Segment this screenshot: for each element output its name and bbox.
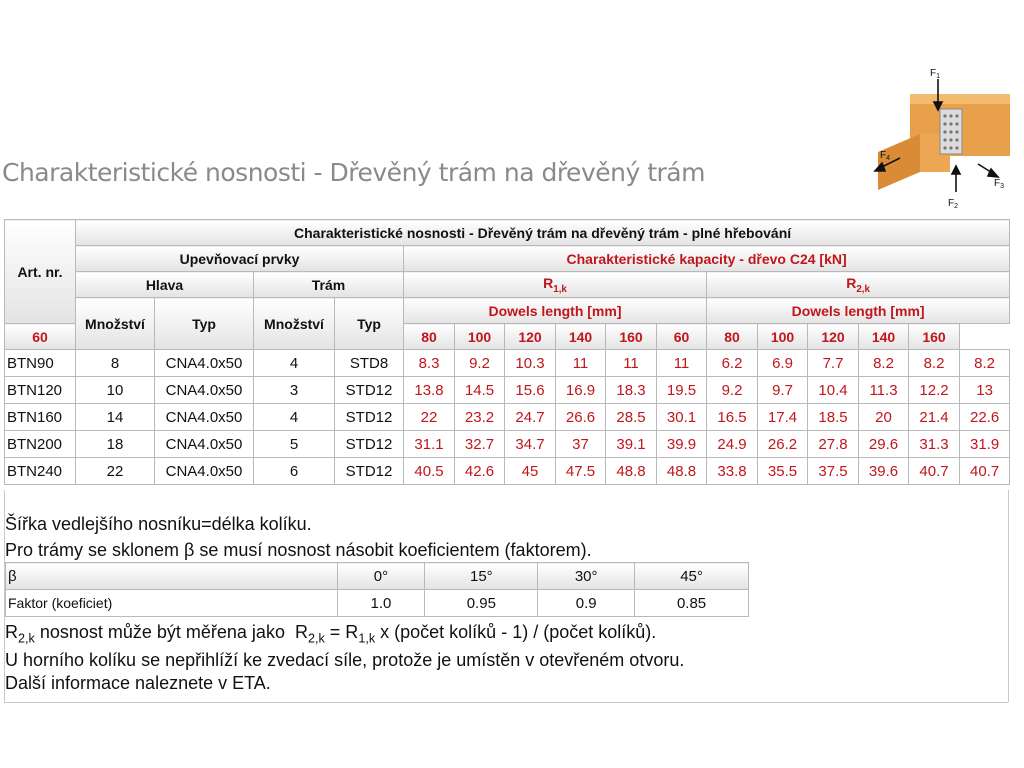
r1k-value-cell: 22 <box>404 404 455 431</box>
r1k-value-cell: 13.8 <box>404 377 455 404</box>
tram-qty-cell: 5 <box>254 431 335 458</box>
r1k-value-cell: 14.5 <box>455 377 505 404</box>
r2k-value-cell: 17.4 <box>758 404 808 431</box>
length-header-r1-120: 120 <box>505 324 556 350</box>
force-label-f1: $F_1$ <box>930 68 941 80</box>
r1k-value-cell: 11 <box>657 350 707 377</box>
hlava-typ-cell: CNA4.0x50 <box>155 458 254 485</box>
r1k-value-cell: 30.1 <box>657 404 707 431</box>
capacity-table <box>4 219 1010 485</box>
beta-angle-cell: 0° <box>337 563 425 590</box>
table-row <box>5 431 1010 458</box>
force-label-f4: $F_4$ <box>880 150 891 162</box>
r2k-value-cell: 35.5 <box>758 458 808 485</box>
header-dowels-r2: Dowels length [mm] <box>707 298 1010 324</box>
r2k-value-cell: 31.9 <box>960 431 1010 458</box>
tram-typ-cell: STD12 <box>335 404 404 431</box>
note-slope: Pro trámy se sklonem β se musí nosnost násobit koeficientem (faktorem). <box>5 540 592 560</box>
r2k-value-cell: 16.5 <box>707 404 758 431</box>
r1k-value-cell: 8.3 <box>404 350 455 377</box>
r1k-value-cell: 10.3 <box>505 350 556 377</box>
header-dowels-r1: Dowels length [mm] <box>404 298 707 324</box>
r1k-value-cell: 34.7 <box>505 431 556 458</box>
length-header-r1-80: 80 <box>404 324 455 350</box>
r1k-value-cell: 45 <box>505 458 556 485</box>
r1k-value-cell: 23.2 <box>455 404 505 431</box>
r1k-value-cell: 37 <box>556 431 606 458</box>
r2k-value-cell: 6.9 <box>758 350 808 377</box>
r2k-value-cell: 40.7 <box>960 458 1010 485</box>
r2k-value-cell: 10.4 <box>808 377 859 404</box>
r2k-value-cell: 37.5 <box>808 458 859 485</box>
tram-typ-cell: STD12 <box>335 377 404 404</box>
tram-qty-cell: 6 <box>254 458 335 485</box>
art-nr-cell: BTN160 <box>5 404 76 431</box>
art-nr-cell: BTN120 <box>5 377 76 404</box>
length-header-r1-160: 160 <box>606 324 657 350</box>
r1k-value-cell: 11 <box>606 350 657 377</box>
force-label-f3: $F_3$ <box>994 178 1005 190</box>
r2k-value-cell: 31.3 <box>909 431 960 458</box>
tram-typ-cell: STD12 <box>335 431 404 458</box>
r2k-value-cell: 29.6 <box>859 431 909 458</box>
tram-qty-cell: 3 <box>254 377 335 404</box>
hlava-typ-cell: CNA4.0x50 <box>155 377 254 404</box>
length-header-r2-140: 140 <box>859 324 909 350</box>
hlava-typ-cell: CNA4.0x50 <box>155 404 254 431</box>
force-label-f2: $F_2$ <box>948 198 959 210</box>
r1k-value-cell: 47.5 <box>556 458 606 485</box>
r1k-value-cell: 42.6 <box>455 458 505 485</box>
header-hlava-typ: Typ <box>155 298 254 350</box>
length-header-r2-100: 100 <box>758 324 808 350</box>
r1k-value-cell: 18.3 <box>606 377 657 404</box>
factor-value-cell: 1.0 <box>337 590 425 617</box>
r2k-value-cell: 40.7 <box>909 458 960 485</box>
hlava-typ-cell: CNA4.0x50 <box>155 350 254 377</box>
r1k-value-cell: 48.8 <box>657 458 707 485</box>
factor-value-cell: 0.85 <box>635 590 749 617</box>
header-r1k: $R_{1,k}$ <box>404 272 707 298</box>
tram-typ-cell: STD8 <box>335 350 404 377</box>
beta-factor-table <box>5 562 749 617</box>
note-formula: $R_{2,k}$ nosnost může být měřena jako $R_{2,k} = R_{1,k}$ x (počet kolíků - 1) / (počet kolíků). <box>5 622 657 646</box>
r2k-value-cell: 13 <box>960 377 1010 404</box>
page-title: Charakteristické nosnosti - Dřevěný trám na dřevěný trám <box>2 158 705 187</box>
r1k-value-cell: 11 <box>556 350 606 377</box>
header-tram-typ: Typ <box>335 298 404 350</box>
r1k-value-cell: 48.8 <box>606 458 657 485</box>
header-fasteners: Upevňovací prvky <box>76 246 404 272</box>
r2k-value-cell: 8.2 <box>960 350 1010 377</box>
art-nr-cell: BTN90 <box>5 350 76 377</box>
length-header-r2-80: 80 <box>707 324 758 350</box>
factor-label: Faktor (koeficiet) <box>6 590 338 617</box>
r1k-value-cell: 39.9 <box>657 431 707 458</box>
r2k-value-cell: 21.4 <box>909 404 960 431</box>
r1k-value-cell: 15.6 <box>505 377 556 404</box>
hlava-typ-cell: CNA4.0x50 <box>155 431 254 458</box>
r1k-value-cell: 28.5 <box>606 404 657 431</box>
r1k-value-cell: 26.6 <box>556 404 606 431</box>
r2k-value-cell: 27.8 <box>808 431 859 458</box>
r1k-value-cell: 31.1 <box>404 431 455 458</box>
header-art-nr: Art. nr. <box>5 220 76 324</box>
r2k-value-cell: 20 <box>859 404 909 431</box>
hlava-qty-cell: 22 <box>76 458 155 485</box>
table-row <box>5 350 1010 377</box>
header-hlava: Hlava <box>76 272 254 298</box>
r2k-value-cell: 22.6 <box>960 404 1010 431</box>
length-header-r1-60: 60 <box>5 324 76 350</box>
header-capacities: Charakteristické kapacity - dřevo C24 [kN] <box>404 246 1010 272</box>
r1k-value-cell: 32.7 <box>455 431 505 458</box>
hlava-qty-cell: 8 <box>76 350 155 377</box>
length-header-r2-120: 120 <box>808 324 859 350</box>
beta-angle-cell: 30° <box>538 563 635 590</box>
r1k-value-cell: 40.5 <box>404 458 455 485</box>
tram-qty-cell: 4 <box>254 404 335 431</box>
hlava-qty-cell: 10 <box>76 377 155 404</box>
table-row <box>5 377 1010 404</box>
note-top-dowel: U horního kolíku se nepřihlíží ke zvedací síle, protože je umístěn v otevřeném otvoru. <box>5 650 685 670</box>
r2k-value-cell: 39.6 <box>859 458 909 485</box>
table-row <box>5 404 1010 431</box>
r2k-value-cell: 11.3 <box>859 377 909 404</box>
length-header-r1-100: 100 <box>455 324 505 350</box>
r1k-value-cell: 24.7 <box>505 404 556 431</box>
r2k-value-cell: 26.2 <box>758 431 808 458</box>
r2k-value-cell: 24.9 <box>707 431 758 458</box>
tram-qty-cell: 4 <box>254 350 335 377</box>
r2k-value-cell: 18.5 <box>808 404 859 431</box>
r2k-value-cell: 8.2 <box>909 350 960 377</box>
beta-angle-cell: 45° <box>635 563 749 590</box>
length-header-r1-140: 140 <box>556 324 606 350</box>
load-diagram <box>870 64 1020 214</box>
r2k-value-cell: 33.8 <box>707 458 758 485</box>
factor-value-cell: 0.9 <box>538 590 635 617</box>
note-width: Šířka vedlejšího nosníku=délka kolíku. <box>5 514 312 534</box>
beta-header-label: β <box>6 563 338 590</box>
r2k-value-cell: 9.7 <box>758 377 808 404</box>
art-nr-cell: BTN240 <box>5 458 76 485</box>
hlava-qty-cell: 18 <box>76 431 155 458</box>
header-hlava-qty: Množství <box>76 298 155 350</box>
beta-angle-cell: 15° <box>425 563 538 590</box>
r2k-value-cell: 9.2 <box>707 377 758 404</box>
r1k-value-cell: 9.2 <box>455 350 505 377</box>
note-eta: Další informace naleznete v ETA. <box>5 673 271 693</box>
header-tram-qty: Množství <box>254 298 335 350</box>
length-header-r2-160: 160 <box>909 324 960 350</box>
r2k-value-cell: 8.2 <box>859 350 909 377</box>
r2k-value-cell: 6.2 <box>707 350 758 377</box>
table-caption: Charakteristické nosnosti - Dřevěný trám na dřevěný trám - plné hřebování <box>76 220 1010 246</box>
header-r2k: $R_{2,k}$ <box>707 272 1010 298</box>
r2k-value-cell: 7.7 <box>808 350 859 377</box>
r2k-value-cell: 12.2 <box>909 377 960 404</box>
hlava-qty-cell: 14 <box>76 404 155 431</box>
art-nr-cell: BTN200 <box>5 431 76 458</box>
length-header-r2-60: 60 <box>657 324 707 350</box>
table-row <box>5 458 1010 485</box>
factor-value-cell: 0.95 <box>425 590 538 617</box>
r1k-value-cell: 16.9 <box>556 377 606 404</box>
tram-typ-cell: STD12 <box>335 458 404 485</box>
r1k-value-cell: 39.1 <box>606 431 657 458</box>
r1k-value-cell: 19.5 <box>657 377 707 404</box>
header-tram: Trám <box>254 272 404 298</box>
